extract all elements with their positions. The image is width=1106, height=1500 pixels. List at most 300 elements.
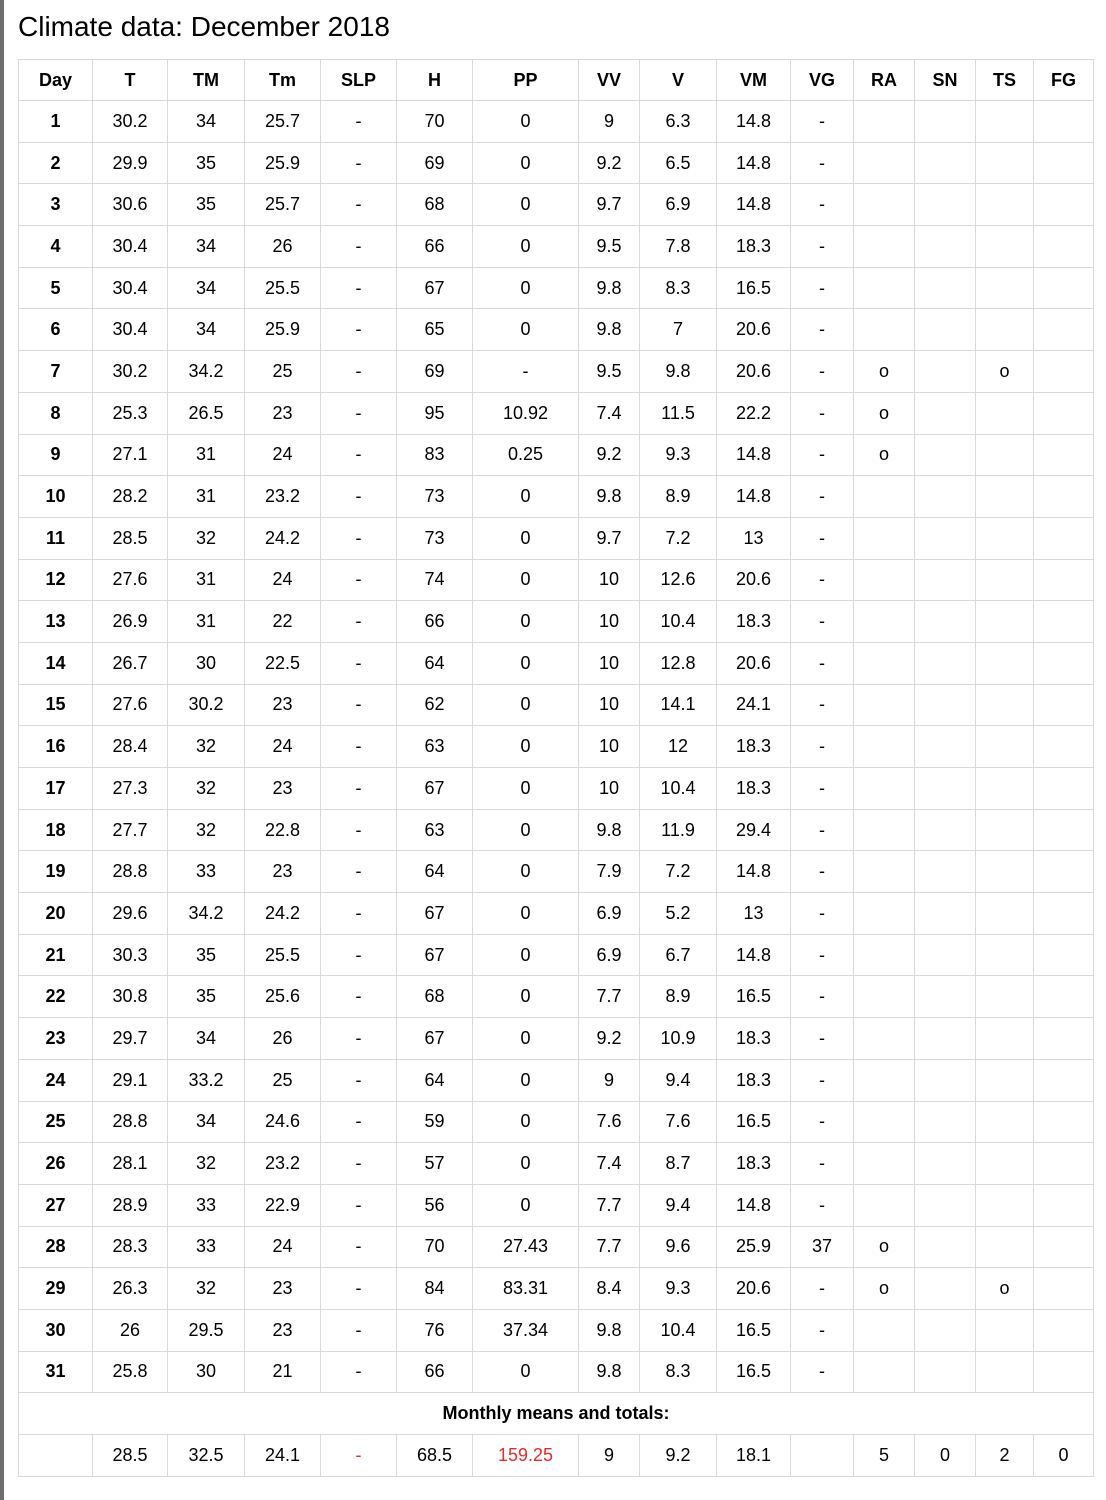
cell-vm: 18.3 — [717, 1018, 791, 1060]
cell-fg — [1034, 934, 1094, 976]
table-row — [19, 642, 1094, 684]
cell-sn — [915, 1268, 976, 1310]
cell-ra — [854, 809, 915, 851]
cell-vm: 16.5 — [717, 1101, 791, 1143]
cell-tm: 22.9 — [245, 1184, 321, 1226]
cell-tm: 23.2 — [245, 476, 321, 518]
table-row — [19, 601, 1094, 643]
cell-t: 30.2 — [93, 351, 168, 393]
cell-t: 30.6 — [93, 184, 168, 226]
cell-vg: - — [791, 768, 854, 810]
cell-slp: - — [321, 1059, 397, 1101]
cell-v: 8.3 — [640, 267, 717, 309]
cell-t: 28.4 — [93, 726, 168, 768]
cell-vg: - — [791, 226, 854, 268]
cell-pp: 0 — [473, 1101, 579, 1143]
cell-day: 6 — [19, 309, 93, 351]
cell-v: 6.7 — [640, 934, 717, 976]
cell-ra — [854, 1309, 915, 1351]
column-header-ra: RA — [854, 60, 915, 101]
cell-ts: o — [976, 351, 1034, 393]
cell-vg: - — [791, 309, 854, 351]
cell-tm: 33 — [168, 851, 245, 893]
cell-vg: - — [791, 976, 854, 1018]
cell-fg — [1034, 1101, 1094, 1143]
cell-pp: 0 — [473, 476, 579, 518]
cell-v: 6.9 — [640, 184, 717, 226]
cell-day: 3 — [19, 184, 93, 226]
cell-pp: 0 — [473, 267, 579, 309]
climate-table — [18, 59, 1094, 1477]
cell-v: 11.5 — [640, 392, 717, 434]
cell-ra — [854, 142, 915, 184]
cell-fg — [1034, 392, 1094, 434]
cell-slp: - — [321, 1184, 397, 1226]
cell-pp: 0 — [473, 1184, 579, 1226]
cell-fg — [1034, 601, 1094, 643]
cell-ra — [854, 1351, 915, 1393]
cell-tm: 35 — [168, 142, 245, 184]
cell-sn — [915, 392, 976, 434]
cell-ts — [976, 267, 1034, 309]
cell-sn — [915, 1226, 976, 1268]
cell-ts — [976, 309, 1034, 351]
cell-h: 67 — [397, 768, 473, 810]
cell-ra: o — [854, 392, 915, 434]
cell-fg — [1034, 226, 1094, 268]
cell-vm: 16.5 — [717, 267, 791, 309]
cell-tm: 26 — [245, 226, 321, 268]
summary-cell-vm: 18.1 — [717, 1435, 791, 1477]
cell-sn — [915, 642, 976, 684]
table-row — [19, 726, 1094, 768]
cell-v: 9.6 — [640, 1226, 717, 1268]
cell-v: 10.4 — [640, 601, 717, 643]
cell-v: 9.3 — [640, 434, 717, 476]
table-footer — [19, 1393, 1094, 1477]
cell-ra — [854, 601, 915, 643]
cell-vm: 18.3 — [717, 226, 791, 268]
page-title: Climate data: December 2018 — [18, 11, 390, 42]
table-row — [19, 934, 1094, 976]
cell-tm: 31 — [168, 476, 245, 518]
cell-tm: 25.9 — [245, 142, 321, 184]
cell-t: 25.8 — [93, 1351, 168, 1393]
cell-v: 7.2 — [640, 851, 717, 893]
cell-vv: 7.4 — [579, 1143, 640, 1185]
cell-tm: 32 — [168, 1143, 245, 1185]
cell-v: 8.9 — [640, 976, 717, 1018]
cell-v: 14.1 — [640, 684, 717, 726]
cell-pp: 0 — [473, 642, 579, 684]
cell-vv: 10 — [579, 642, 640, 684]
cell-vv: 9.2 — [579, 1018, 640, 1060]
table-row — [19, 101, 1094, 143]
cell-h: 67 — [397, 1018, 473, 1060]
cell-sn — [915, 309, 976, 351]
cell-day: 14 — [19, 642, 93, 684]
cell-slp: - — [321, 851, 397, 893]
cell-tm: 23.2 — [245, 1143, 321, 1185]
summary-label: Monthly means and totals: — [19, 1393, 1094, 1435]
cell-vm: 14.8 — [717, 101, 791, 143]
cell-day: 28 — [19, 1226, 93, 1268]
cell-pp: 0 — [473, 601, 579, 643]
summary-cell-vg — [791, 1435, 854, 1477]
table-row — [19, 1184, 1094, 1226]
cell-vm: 13 — [717, 517, 791, 559]
cell-v: 9.4 — [640, 1059, 717, 1101]
cell-vv: 9.8 — [579, 476, 640, 518]
cell-tm: 25 — [245, 1059, 321, 1101]
cell-ts — [976, 1059, 1034, 1101]
cell-vv: 10 — [579, 559, 640, 601]
cell-slp: - — [321, 976, 397, 1018]
cell-vm: 18.3 — [717, 1143, 791, 1185]
cell-sn — [915, 1351, 976, 1393]
cell-slp: - — [321, 768, 397, 810]
cell-pp: - — [473, 351, 579, 393]
cell-slp: - — [321, 684, 397, 726]
table-row — [19, 226, 1094, 268]
column-header-t: T — [93, 60, 168, 101]
cell-h: 66 — [397, 226, 473, 268]
summary-row — [19, 1435, 1094, 1477]
cell-tm: 34 — [168, 1018, 245, 1060]
cell-day: 31 — [19, 1351, 93, 1393]
cell-vg: - — [791, 142, 854, 184]
cell-pp: 0 — [473, 559, 579, 601]
cell-slp: - — [321, 184, 397, 226]
cell-tm: 33.2 — [168, 1059, 245, 1101]
cell-slp: - — [321, 934, 397, 976]
table-row — [19, 1143, 1094, 1185]
cell-tm: 26 — [245, 1018, 321, 1060]
cell-v: 7 — [640, 309, 717, 351]
column-header-fg: FG — [1034, 60, 1094, 101]
cell-h: 63 — [397, 726, 473, 768]
cell-vm: 14.8 — [717, 851, 791, 893]
cell-tm: 32 — [168, 517, 245, 559]
cell-pp: 27.43 — [473, 1226, 579, 1268]
cell-slp: - — [321, 1351, 397, 1393]
table-row — [19, 1226, 1094, 1268]
cell-vm: 16.5 — [717, 976, 791, 1018]
cell-vg: 37 — [791, 1226, 854, 1268]
cell-h: 67 — [397, 893, 473, 935]
cell-pp: 83.31 — [473, 1268, 579, 1310]
cell-h: 74 — [397, 559, 473, 601]
cell-h: 73 — [397, 517, 473, 559]
cell-sn — [915, 559, 976, 601]
cell-ts — [976, 559, 1034, 601]
cell-sn — [915, 934, 976, 976]
cell-slp: - — [321, 309, 397, 351]
cell-vg: - — [791, 1184, 854, 1226]
column-header-pp: PP — [473, 60, 579, 101]
cell-vv: 10 — [579, 684, 640, 726]
summary-cell-t: 28.5 — [93, 1435, 168, 1477]
cell-ts — [976, 768, 1034, 810]
cell-pp: 0 — [473, 142, 579, 184]
cell-v: 11.9 — [640, 809, 717, 851]
table-row — [19, 1351, 1094, 1393]
cell-tm: 32 — [168, 809, 245, 851]
summary-cell-ra: 5 — [854, 1435, 915, 1477]
cell-vv: 10 — [579, 768, 640, 810]
cell-ra — [854, 976, 915, 1018]
cell-ra — [854, 101, 915, 143]
cell-t: 26.7 — [93, 642, 168, 684]
cell-day: 1 — [19, 101, 93, 143]
table-row — [19, 1059, 1094, 1101]
cell-tm: 33 — [168, 1184, 245, 1226]
cell-day: 20 — [19, 893, 93, 935]
cell-fg — [1034, 1018, 1094, 1060]
cell-tm: 23 — [245, 684, 321, 726]
cell-ra — [854, 893, 915, 935]
cell-day: 19 — [19, 851, 93, 893]
cell-t: 27.7 — [93, 809, 168, 851]
cell-t: 27.3 — [93, 768, 168, 810]
cell-slp: - — [321, 434, 397, 476]
cell-ts: o — [976, 1268, 1034, 1310]
cell-t: 30.4 — [93, 267, 168, 309]
cell-vv: 10 — [579, 726, 640, 768]
cell-slp: - — [321, 726, 397, 768]
cell-pp: 37.34 — [473, 1309, 579, 1351]
cell-tm: 22.5 — [245, 642, 321, 684]
column-header-vg: VG — [791, 60, 854, 101]
cell-ra — [854, 267, 915, 309]
cell-t: 29.7 — [93, 1018, 168, 1060]
cell-h: 59 — [397, 1101, 473, 1143]
cell-t: 30.4 — [93, 309, 168, 351]
cell-tm: 33 — [168, 1226, 245, 1268]
cell-tm: 31 — [168, 601, 245, 643]
cell-vg: - — [791, 267, 854, 309]
column-header-sn: SN — [915, 60, 976, 101]
cell-vg: - — [791, 1018, 854, 1060]
cell-h: 70 — [397, 1226, 473, 1268]
cell-pp: 0 — [473, 309, 579, 351]
cell-ra — [854, 476, 915, 518]
cell-v: 12.6 — [640, 559, 717, 601]
cell-tm: 34 — [168, 267, 245, 309]
cell-ra — [854, 309, 915, 351]
cell-vv: 9.8 — [579, 267, 640, 309]
cell-vm: 14.8 — [717, 934, 791, 976]
cell-fg — [1034, 1143, 1094, 1185]
cell-fg — [1034, 517, 1094, 559]
cell-vv: 9.8 — [579, 1351, 640, 1393]
cell-t: 28.8 — [93, 851, 168, 893]
cell-h: 64 — [397, 851, 473, 893]
cell-slp: - — [321, 1268, 397, 1310]
cell-t: 28.3 — [93, 1226, 168, 1268]
cell-fg — [1034, 351, 1094, 393]
cell-day: 13 — [19, 601, 93, 643]
cell-sn — [915, 142, 976, 184]
cell-h: 83 — [397, 434, 473, 476]
cell-day: 29 — [19, 1268, 93, 1310]
table-body — [19, 101, 1094, 1393]
cell-fg — [1034, 851, 1094, 893]
cell-h: 69 — [397, 351, 473, 393]
cell-pp: 0 — [473, 893, 579, 935]
cell-vg: - — [791, 392, 854, 434]
cell-t: 26.9 — [93, 601, 168, 643]
cell-sn — [915, 1059, 976, 1101]
table-row — [19, 351, 1094, 393]
cell-v: 7.2 — [640, 517, 717, 559]
cell-vm: 20.6 — [717, 1268, 791, 1310]
cell-v: 8.9 — [640, 476, 717, 518]
summary-cell-pp: 159.25 — [473, 1435, 579, 1477]
cell-pp: 0 — [473, 1351, 579, 1393]
cell-fg — [1034, 809, 1094, 851]
table-row — [19, 184, 1094, 226]
table-row — [19, 1018, 1094, 1060]
cell-tm: 34.2 — [168, 351, 245, 393]
cell-day: 8 — [19, 392, 93, 434]
cell-ra — [854, 684, 915, 726]
cell-vm: 18.3 — [717, 726, 791, 768]
cell-vm: 20.6 — [717, 642, 791, 684]
cell-h: 62 — [397, 684, 473, 726]
cell-vg: - — [791, 559, 854, 601]
cell-v: 5.2 — [640, 893, 717, 935]
cell-t: 25.3 — [93, 392, 168, 434]
cell-day: 7 — [19, 351, 93, 393]
table-row — [19, 517, 1094, 559]
cell-sn — [915, 1309, 976, 1351]
cell-t: 28.1 — [93, 1143, 168, 1185]
cell-h: 76 — [397, 1309, 473, 1351]
column-header-day: Day — [19, 60, 93, 101]
cell-fg — [1034, 101, 1094, 143]
cell-pp: 0 — [473, 684, 579, 726]
column-header-v: V — [640, 60, 717, 101]
cell-ra — [854, 934, 915, 976]
cell-h: 64 — [397, 642, 473, 684]
cell-h: 66 — [397, 1351, 473, 1393]
cell-ts — [976, 1143, 1034, 1185]
cell-vv: 9.8 — [579, 1309, 640, 1351]
cell-vg: - — [791, 351, 854, 393]
cell-vv: 8.4 — [579, 1268, 640, 1310]
table-row — [19, 1101, 1094, 1143]
summary-cell-v: 9.2 — [640, 1435, 717, 1477]
cell-ra — [854, 642, 915, 684]
cell-vm: 13 — [717, 893, 791, 935]
cell-h: 69 — [397, 142, 473, 184]
cell-ts — [976, 809, 1034, 851]
cell-v: 10.4 — [640, 1309, 717, 1351]
cell-tm: 22.8 — [245, 809, 321, 851]
cell-h: 95 — [397, 392, 473, 434]
cell-ra — [854, 184, 915, 226]
cell-tm: 25 — [245, 351, 321, 393]
cell-pp: 0 — [473, 768, 579, 810]
cell-fg — [1034, 434, 1094, 476]
cell-slp: - — [321, 392, 397, 434]
cell-vv: 9 — [579, 1059, 640, 1101]
cell-ra — [854, 1059, 915, 1101]
cell-vg: - — [791, 434, 854, 476]
cell-fg — [1034, 142, 1094, 184]
cell-pp: 0 — [473, 976, 579, 1018]
cell-ra — [854, 1143, 915, 1185]
cell-h: 66 — [397, 601, 473, 643]
cell-ra: o — [854, 1226, 915, 1268]
cell-slp: - — [321, 142, 397, 184]
cell-vg: - — [791, 1351, 854, 1393]
cell-vg: - — [791, 893, 854, 935]
cell-pp: 0 — [473, 517, 579, 559]
cell-sn — [915, 684, 976, 726]
cell-vg: - — [791, 1309, 854, 1351]
cell-t: 29.6 — [93, 893, 168, 935]
cell-tm: 26.5 — [168, 392, 245, 434]
table-row — [19, 434, 1094, 476]
cell-vg: - — [791, 684, 854, 726]
cell-day: 18 — [19, 809, 93, 851]
cell-ts — [976, 517, 1034, 559]
cell-ts — [976, 434, 1034, 476]
cell-h: 65 — [397, 309, 473, 351]
cell-sn — [915, 1101, 976, 1143]
cell-vm: 16.5 — [717, 1351, 791, 1393]
column-header-ts: TS — [976, 60, 1034, 101]
cell-ts — [976, 726, 1034, 768]
cell-ts — [976, 1309, 1034, 1351]
cell-vv: 6.9 — [579, 893, 640, 935]
cell-vm: 20.6 — [717, 559, 791, 601]
cell-sn — [915, 434, 976, 476]
cell-t: 27.1 — [93, 434, 168, 476]
cell-vg: - — [791, 517, 854, 559]
cell-fg — [1034, 976, 1094, 1018]
cell-sn — [915, 517, 976, 559]
cell-tm: 34 — [168, 309, 245, 351]
cell-day: 15 — [19, 684, 93, 726]
cell-pp: 0 — [473, 934, 579, 976]
cell-tm: 35 — [168, 976, 245, 1018]
cell-v: 12 — [640, 726, 717, 768]
cell-v: 6.3 — [640, 101, 717, 143]
summary-cell-slp: - — [321, 1435, 397, 1477]
cell-ra: o — [854, 1268, 915, 1310]
cell-slp: - — [321, 1309, 397, 1351]
cell-tm: 24 — [245, 559, 321, 601]
cell-vv: 7.9 — [579, 851, 640, 893]
cell-t: 26 — [93, 1309, 168, 1351]
cell-day: 27 — [19, 1184, 93, 1226]
cell-t: 27.6 — [93, 559, 168, 601]
cell-slp: - — [321, 101, 397, 143]
cell-fg — [1034, 1351, 1094, 1393]
cell-v: 8.7 — [640, 1143, 717, 1185]
cell-day: 10 — [19, 476, 93, 518]
cell-vg: - — [791, 1268, 854, 1310]
cell-pp: 0 — [473, 101, 579, 143]
cell-sn — [915, 768, 976, 810]
cell-tm: 21 — [245, 1351, 321, 1393]
cell-vv: 7.7 — [579, 976, 640, 1018]
table-row — [19, 559, 1094, 601]
cell-fg — [1034, 309, 1094, 351]
